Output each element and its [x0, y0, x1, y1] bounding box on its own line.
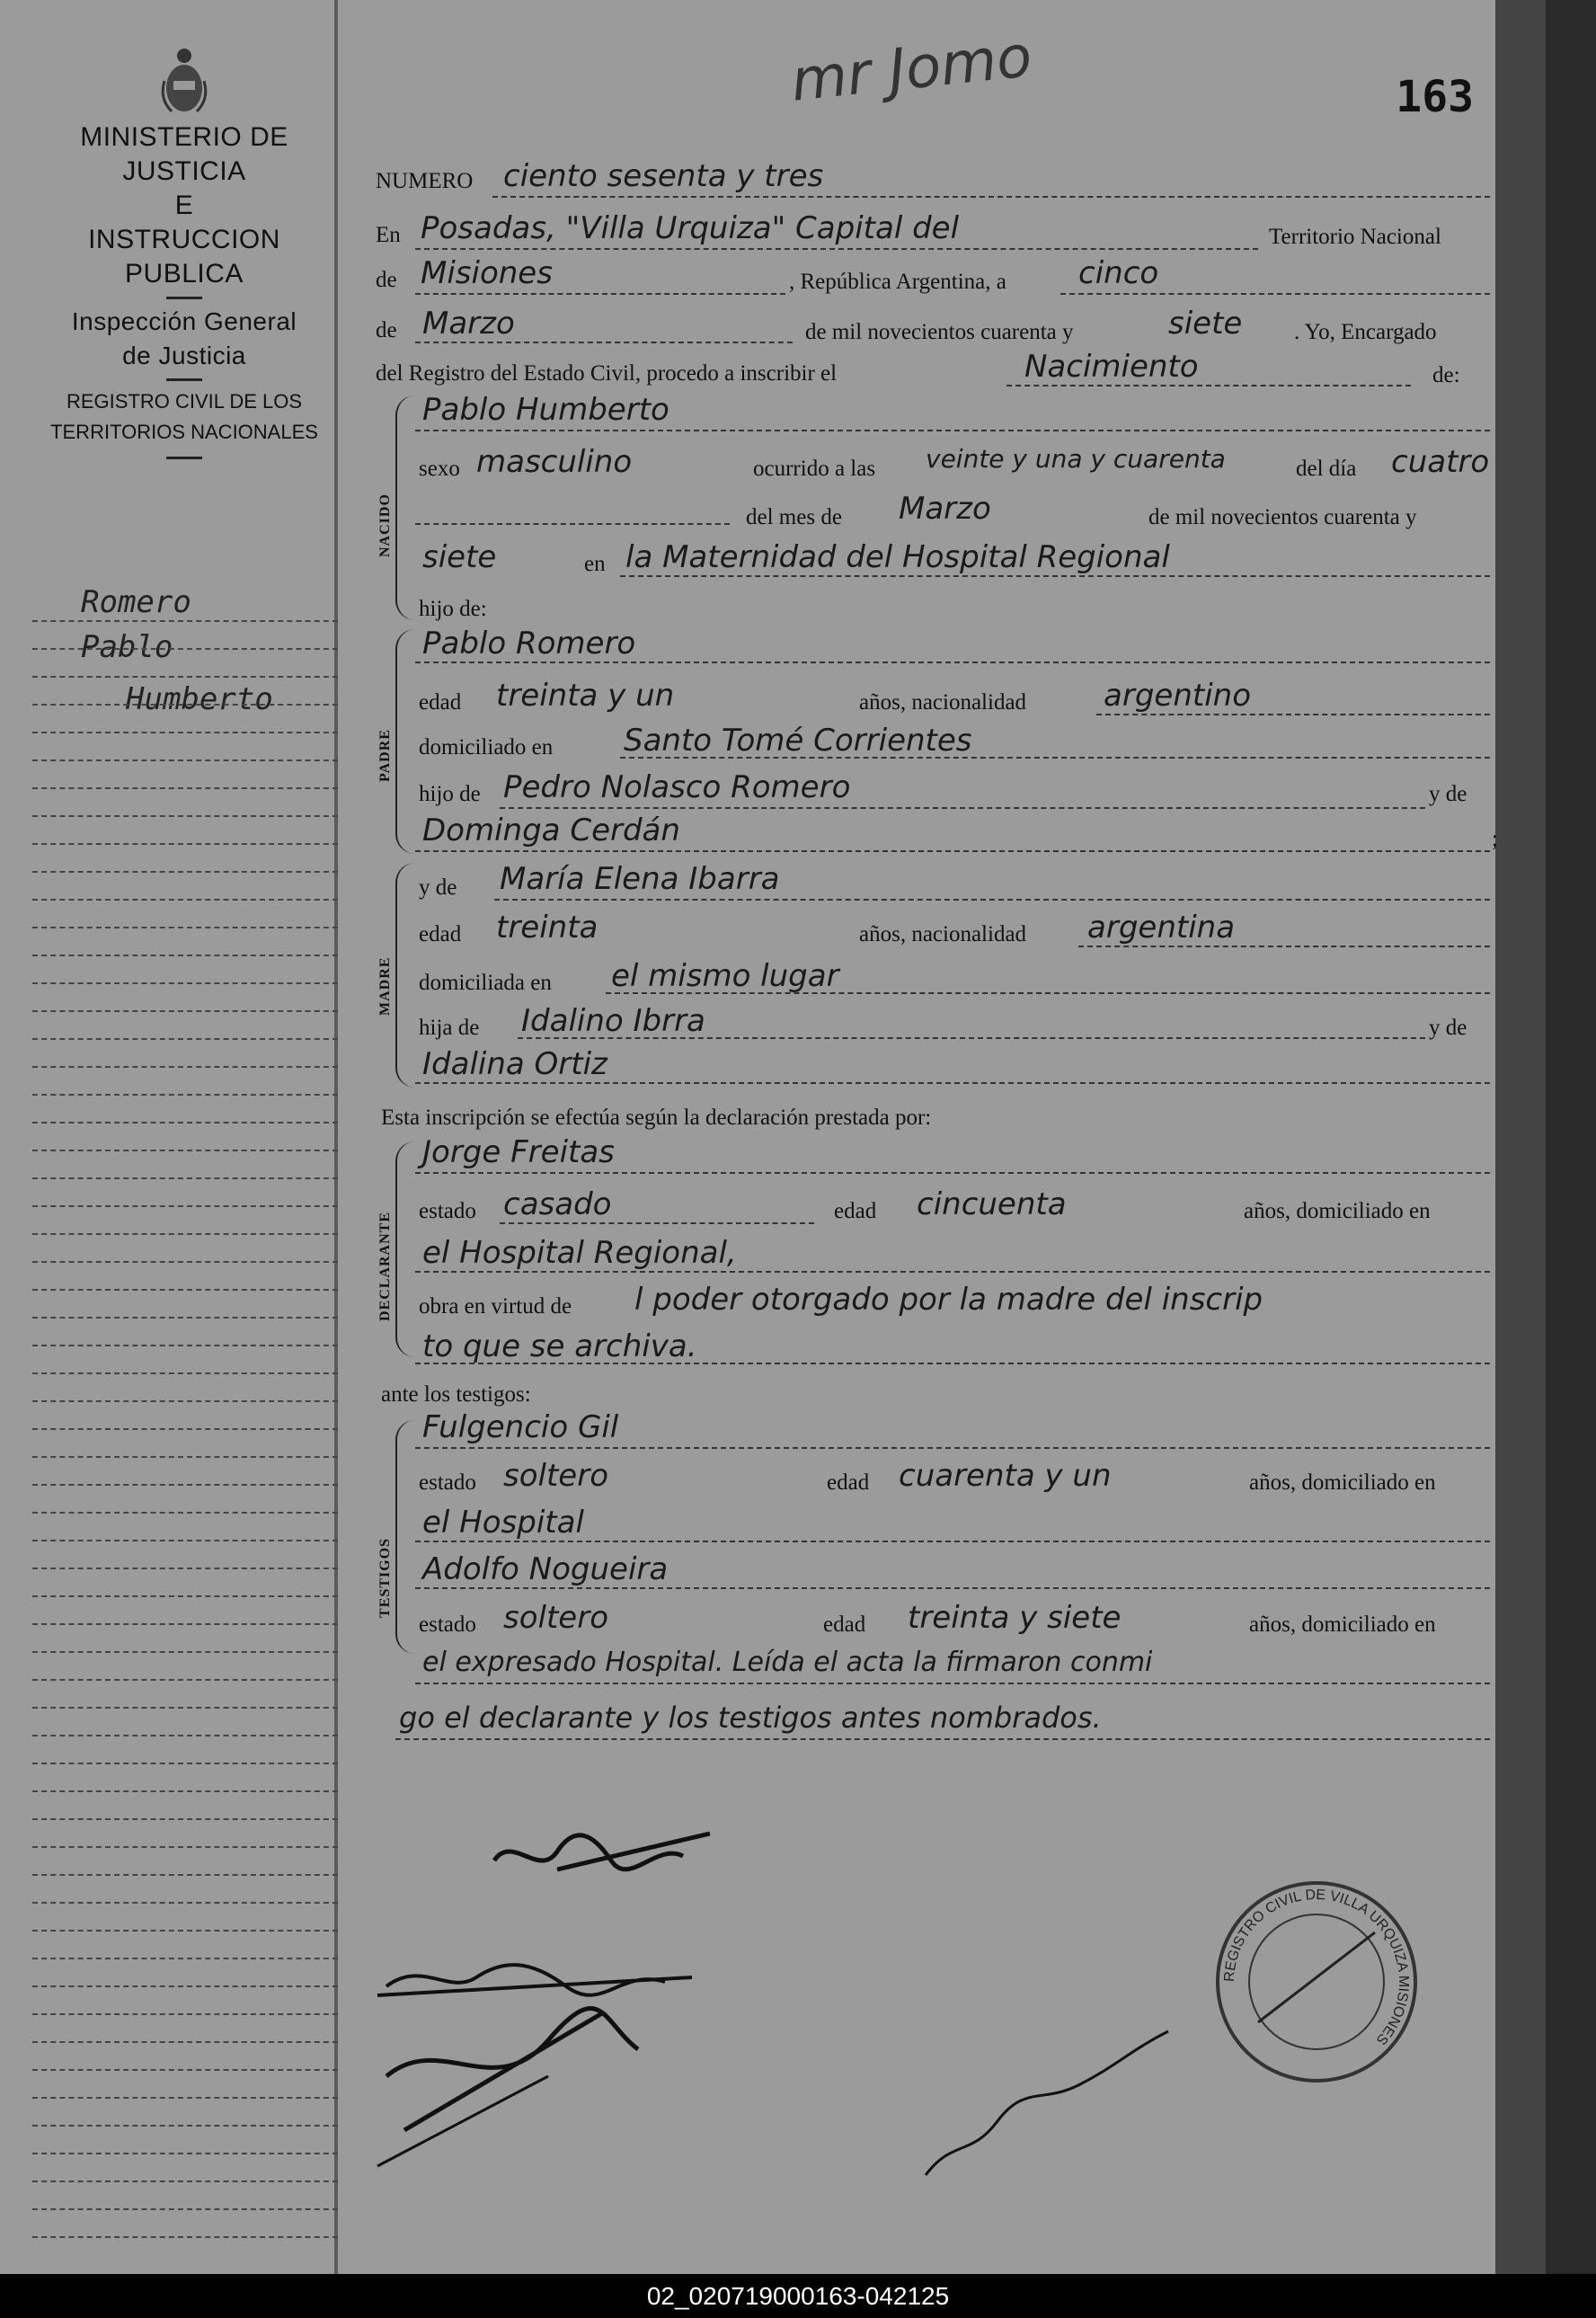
margin-rule: [32, 2069, 338, 2072]
anio-value: siete: [422, 539, 497, 575]
testigos-brace: [395, 1420, 415, 1654]
lugar-value: la Maternidad del Hospital Regional: [625, 539, 1170, 575]
mes-label: del mes de: [746, 505, 842, 529]
padre-padre: Pedro Nolasco Romero: [503, 769, 851, 805]
margin-rule: [32, 1595, 338, 1598]
margin-rule: [32, 1372, 338, 1375]
coat-of-arms-icon: [157, 45, 211, 117]
rule: [415, 662, 1490, 663]
madre-edad: treinta: [496, 910, 598, 946]
margin-rule: [32, 2013, 338, 2016]
rule: [415, 1683, 1490, 1684]
margin-rule: [32, 704, 338, 706]
declarante-obra-2: to que se archiva.: [422, 1328, 697, 1364]
rule: [415, 1271, 1490, 1273]
ministry-name-2: INSTRUCCION PUBLICA: [88, 225, 280, 289]
mes-value: Marzo: [899, 491, 991, 527]
margin-rule: [32, 1150, 338, 1152]
page-number: 163: [1396, 72, 1474, 122]
rule: [1078, 946, 1490, 947]
declarante-edad: cincuenta: [917, 1186, 1067, 1222]
testigo1-dom: el Hospital: [422, 1505, 584, 1541]
padre-name: Pablo Romero: [422, 626, 636, 662]
sexo-value: masculino: [476, 444, 633, 480]
testigo2-dom-label: años, domiciliado en: [1249, 1612, 1436, 1637]
declarante-obra-label: obra en virtud de: [419, 1294, 572, 1319]
margin-rule: [32, 1540, 338, 1542]
hora-value: veinte y una y cuarenta: [926, 444, 1226, 474]
madre-dom: el mismo lugar: [611, 958, 839, 994]
testigo2-edad-label: edad: [823, 1612, 866, 1637]
margin-rule: [32, 1038, 338, 1041]
madre-nac-label: años, nacionalidad: [859, 922, 1027, 946]
madre-nac: argentina: [1087, 910, 1236, 946]
margin-rule: [32, 1233, 338, 1236]
margin-rule: [32, 1484, 338, 1487]
yo-label: . Yo, Encargado: [1294, 320, 1437, 344]
madre-name: María Elena Ibarra: [500, 861, 780, 897]
margin-rule: [32, 1735, 338, 1737]
padre-nac-label: años, nacionalidad: [859, 690, 1027, 715]
stamp-text: REGISTRO CIVIL DE VILLA URQUIZA MISIONES: [1221, 1887, 1412, 2047]
declarante-dom-label: años, domiciliado en: [1244, 1199, 1431, 1223]
de3-label: de:: [1432, 363, 1460, 387]
registry-name: REGISTRO CIVIL DE LOS: [66, 390, 303, 413]
margin-rule: [32, 1790, 338, 1793]
padre-madre: Dominga Cerdán: [422, 813, 680, 848]
margin-rule: [32, 1902, 338, 1905]
page-edge: [1495, 0, 1546, 2274]
margin-rule: [32, 1651, 338, 1654]
margin-surname: Romero: [81, 584, 191, 620]
divider: [166, 297, 202, 299]
margin-rule: [32, 1345, 338, 1347]
padre-hijo-label: hijo de: [419, 782, 481, 806]
registro-label: del Registro del Estado Civil, procedo a inscribir el: [376, 361, 838, 386]
ministry-conj: E: [174, 191, 194, 220]
hijo-label: hijo de:: [419, 597, 487, 621]
margin-rule: [32, 1094, 338, 1097]
padre-edad-label: edad: [419, 690, 462, 715]
margin-rule: [32, 1985, 338, 1988]
scan-identifier: 02_020719000163-042125: [0, 2274, 1596, 2318]
declarante-name: Jorge Freitas: [422, 1134, 615, 1170]
rule: [415, 850, 1490, 852]
margin-rule: [32, 759, 338, 762]
margin-rule: [32, 1679, 338, 1682]
declarante-estado-label: estado: [419, 1199, 476, 1223]
nacido-name: Pablo Humberto: [422, 392, 669, 428]
madre-madre: Idalina Ortiz: [422, 1046, 607, 1082]
testigo1-edad-label: edad: [827, 1470, 870, 1495]
madre-yde-label: y de: [419, 875, 457, 900]
margin-rule: [32, 1010, 338, 1013]
rule: [415, 430, 1490, 431]
nacido-brace: [395, 395, 415, 620]
dia-label: del día: [1296, 457, 1357, 481]
testigo1-edad: cuarenta y un: [899, 1458, 1112, 1494]
padre-edad: treinta y un: [496, 678, 675, 714]
margin-rule: [32, 1707, 338, 1710]
margin-rule: [32, 2097, 338, 2100]
margin-rule: [32, 843, 338, 846]
testigo1-dom-label: años, domiciliado en: [1249, 1470, 1436, 1495]
declarante-obra: l poder otorgado por la madre del inscrip: [634, 1282, 1264, 1318]
declarante-section-label: DECLARANTE: [377, 1211, 393, 1321]
margin-rule: [32, 815, 338, 818]
testigo2-estado: soltero: [503, 1600, 608, 1636]
margin-rule: [32, 1289, 338, 1292]
margin-rule: [32, 1261, 338, 1264]
ocurrido-label: ocurrido a las: [753, 457, 876, 481]
margin-rule: [32, 2125, 338, 2127]
inspection-name-2: de Justicia: [122, 342, 246, 369]
inspection-name: Inspección General: [71, 307, 297, 335]
rule: [415, 523, 730, 525]
en-value: Posadas, "Villa Urquiza" Capital del: [421, 210, 960, 246]
padre-dom: Santo Tomé Corrientes: [624, 723, 972, 759]
padre-yde-label: y de: [1429, 782, 1467, 806]
madre-section-label: MADRE: [377, 956, 393, 1016]
margin-rule: [32, 899, 338, 901]
madre-hija-label: hija de: [419, 1016, 480, 1040]
official-stamp: [1204, 1869, 1429, 2094]
rule: [415, 248, 1258, 250]
madre-brace: [395, 863, 415, 1088]
de-value: Misiones: [421, 255, 553, 291]
margin-rule: [32, 1958, 338, 1960]
declarante-edad-label: edad: [834, 1199, 877, 1223]
testigo2-edad: treinta y siete: [908, 1600, 1122, 1636]
rule: [620, 757, 1490, 759]
margin-rule: [32, 1400, 338, 1403]
rule: [415, 1082, 1490, 1084]
divider: [166, 378, 202, 381]
margin-rule: [32, 2236, 338, 2239]
numero-value: ciento sesenta y tres: [503, 158, 824, 194]
rule: [415, 1447, 1490, 1449]
rule: [415, 1587, 1490, 1589]
testigo1-estado: soltero: [503, 1458, 608, 1494]
margin-rule: [32, 927, 338, 929]
margin-rule: [32, 2153, 338, 2155]
rule: [415, 1363, 1490, 1364]
margin-rule: [32, 1818, 338, 1821]
testigo1-estado-label: estado: [419, 1470, 476, 1495]
rule: [494, 899, 1490, 901]
padre-dom-label: domiciliado en: [419, 735, 554, 759]
margin-rule: [32, 1763, 338, 1765]
numero-label: NUMERO: [376, 169, 474, 193]
signatures-handwritten: [368, 1807, 926, 2184]
margin-rule: [32, 955, 338, 957]
rule: [492, 196, 1490, 198]
rule: [620, 575, 1490, 577]
margin-rule: [32, 676, 338, 679]
rule: [606, 992, 1490, 994]
en-label: en: [584, 552, 606, 576]
anio-label: de mil novecientos cuarenta y: [805, 320, 1074, 344]
margin-divider: [334, 0, 338, 2274]
dia-value: cuatro: [1391, 444, 1490, 480]
anio-value: siete: [1168, 306, 1243, 342]
closing-text: go el declarante y los testigos antes nombrados.: [399, 1701, 1102, 1735]
mes-value: Marzo: [422, 306, 515, 342]
official-signature: [917, 2013, 1186, 2193]
ministry-name: MINISTERIO DE JUSTICIA: [80, 122, 288, 186]
margin-rule: [32, 1456, 338, 1459]
margin-firstname: Pablo: [81, 629, 173, 665]
margin-rule: [32, 1066, 338, 1069]
republica-label: , República Argentina, a: [789, 270, 1006, 294]
madre-edad-label: edad: [419, 922, 462, 946]
margin-rule: [32, 2041, 338, 2044]
margin-rule: [32, 1122, 338, 1124]
registry-name-2: TERRITORIOS NACIONALES: [50, 421, 318, 443]
testigo2-estado-label: estado: [419, 1612, 476, 1637]
margin-rule: [32, 982, 338, 985]
sexo-label: sexo: [419, 457, 460, 481]
de2-label: de: [376, 318, 397, 342]
padre-section-label: PADRE: [377, 729, 393, 782]
rule: [518, 1037, 1425, 1039]
declarante-dom: el Hospital Regional,: [422, 1235, 737, 1271]
margin-rule: [32, 1623, 338, 1626]
margin-rule: [32, 732, 338, 734]
margin-rule: [32, 1874, 338, 1877]
rule: [500, 1222, 814, 1224]
inscribir-value: Nacimiento: [1024, 349, 1199, 385]
anio-label: de mil novecientos cuarenta y: [1148, 505, 1417, 529]
padre-semi: ;: [1492, 827, 1498, 851]
rule: [500, 807, 1425, 809]
nacido-section-label: NACIDO: [377, 493, 393, 557]
margin-rule: [32, 871, 338, 874]
margin-rule: [32, 2208, 338, 2211]
margin-rule: [32, 787, 338, 790]
rule: [1006, 385, 1411, 386]
declarante-brace: [395, 1141, 415, 1357]
testigo2-name: Adolfo Nogueira: [422, 1551, 669, 1587]
rule: [415, 1172, 1490, 1174]
padre-nac: argentino: [1104, 678, 1251, 714]
rule: [415, 293, 785, 295]
dia-value: cinco: [1078, 255, 1159, 291]
divider: [166, 457, 202, 459]
madre-yde2-label: y de: [1429, 1016, 1467, 1040]
margin-rule: [32, 1205, 338, 1208]
letterhead: [36, 45, 332, 468]
testigos-section-label: TESTIGOS: [377, 1538, 393, 1618]
margin-rule: [32, 648, 338, 651]
rule: [415, 1541, 1490, 1542]
margin-rule: [32, 1512, 338, 1514]
padre-brace: [395, 629, 415, 854]
rule: [395, 1738, 1490, 1740]
margin-rule: [32, 1930, 338, 1932]
margin-middlename: Humberto: [126, 681, 273, 717]
declarante-estado: casado: [503, 1186, 612, 1222]
territorio-label: Territorio Nacional: [1269, 225, 1441, 249]
testigo2-dom: el expresado Hospital. Leída el acta la firmaron conmi: [422, 1647, 1153, 1678]
testigo1-name: Fulgencio Gil: [422, 1409, 619, 1445]
top-signature: mr Jomo: [787, 23, 1035, 115]
rule: [1096, 714, 1490, 715]
de-label: de: [376, 268, 397, 292]
margin-rule: [32, 2180, 338, 2183]
rule: [1060, 293, 1490, 295]
margin-rule: [32, 1428, 338, 1431]
margin-rule: [32, 1568, 338, 1570]
testigos-intro: ante los testigos:: [381, 1382, 531, 1407]
madre-dom-label: domiciliada en: [419, 971, 552, 995]
margin-rule: [32, 1317, 338, 1319]
margin-rule: [32, 1846, 338, 1849]
declarante-intro: Esta inscripción se efectúa según la declaración prestada por:: [381, 1106, 932, 1130]
en-label: En: [376, 223, 401, 247]
margin-rule: [32, 620, 338, 623]
margin-rule: [32, 1177, 338, 1180]
madre-padre: Idalino Ibrra: [521, 1003, 705, 1039]
rule: [415, 342, 793, 343]
